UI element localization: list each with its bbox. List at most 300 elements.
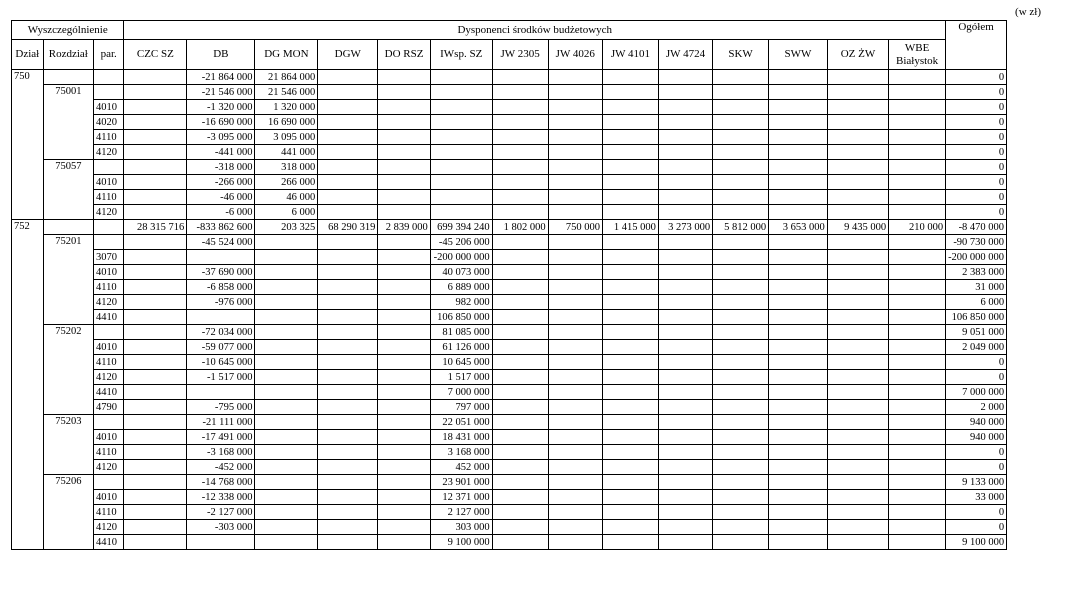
cell-rozdzial	[43, 310, 93, 325]
cell-dzial	[12, 265, 44, 280]
cell-value: -45 206 000	[430, 235, 492, 250]
cell-value	[827, 265, 888, 280]
cell-total: 2 000	[946, 400, 1007, 415]
cell-value	[658, 520, 712, 535]
cell-value: 750 000	[548, 220, 602, 235]
table-row	[12, 100, 1071, 115]
cell-value: -795 000	[187, 400, 255, 415]
cell-value: -72 034 000	[187, 325, 255, 340]
cell-value	[255, 430, 318, 445]
cell-dzial	[12, 535, 44, 550]
cell-value	[889, 280, 946, 295]
cell-value	[378, 475, 430, 490]
cell-value	[255, 295, 318, 310]
cell-value	[889, 385, 946, 400]
cell-value	[124, 160, 187, 175]
cell-value	[378, 70, 430, 85]
cell-dzial	[12, 310, 44, 325]
cell-value	[548, 160, 602, 175]
cell-value	[713, 265, 769, 280]
cell-total: 0	[946, 505, 1007, 520]
cell-value	[548, 235, 602, 250]
cell-value	[827, 430, 888, 445]
cell-value	[318, 175, 378, 190]
cell-value	[492, 250, 548, 265]
cell-value	[548, 280, 602, 295]
table-row	[12, 220, 1071, 235]
cell-value	[827, 355, 888, 370]
cell-value: 9 435 000	[827, 220, 888, 235]
cell-value: 61 126 000	[430, 340, 492, 355]
cell-value: 6 889 000	[430, 280, 492, 295]
cell-dzial	[12, 400, 44, 415]
cell-value: -3 168 000	[187, 445, 255, 460]
cell-value	[602, 190, 658, 205]
cell-value	[378, 115, 430, 130]
cell-value	[124, 325, 187, 340]
table-row	[12, 205, 1071, 220]
cell-value	[548, 460, 602, 475]
cell-value	[255, 460, 318, 475]
cell-value	[602, 400, 658, 415]
cell-value	[713, 355, 769, 370]
cell-value: -452 000	[187, 460, 255, 475]
cell-par: 4120	[93, 295, 123, 310]
cell-value	[889, 430, 946, 445]
cell-value	[124, 340, 187, 355]
cell-value	[378, 520, 430, 535]
table-row	[12, 85, 1071, 100]
cell-value	[187, 385, 255, 400]
cell-dzial	[12, 190, 44, 205]
table-row	[12, 145, 1071, 160]
cell-value	[548, 505, 602, 520]
cell-rozdzial	[43, 445, 93, 460]
cell-value: 28 315 716	[124, 220, 187, 235]
cell-total: 0	[946, 355, 1007, 370]
table-row	[12, 190, 1071, 205]
cell-value: -12 338 000	[187, 490, 255, 505]
cell-value	[378, 205, 430, 220]
cell-rozdzial	[43, 385, 93, 400]
cell-dzial	[12, 85, 44, 100]
cell-rozdzial	[43, 100, 93, 115]
cell-value	[827, 295, 888, 310]
cell-value	[318, 205, 378, 220]
cell-value	[602, 520, 658, 535]
cell-value	[602, 340, 658, 355]
cell-value	[827, 145, 888, 160]
cell-value	[124, 130, 187, 145]
cell-value	[827, 475, 888, 490]
cell-dzial	[12, 475, 44, 490]
cell-value	[430, 70, 492, 85]
cell-value	[769, 250, 828, 265]
cell-value: 21 864 000	[255, 70, 318, 85]
cell-value	[378, 490, 430, 505]
header-rozdzial: Rozdział	[43, 40, 93, 70]
cell-value	[827, 280, 888, 295]
cell-value: -6 000	[187, 205, 255, 220]
cell-value	[492, 520, 548, 535]
cell-value	[827, 370, 888, 385]
cell-value	[255, 535, 318, 550]
cell-total: 0	[946, 460, 1007, 475]
cell-value: 441 000	[255, 145, 318, 160]
cell-value	[658, 130, 712, 145]
cell-value	[492, 355, 548, 370]
table-row	[12, 535, 1071, 550]
cell-value: 10 645 000	[430, 355, 492, 370]
cell-value	[713, 70, 769, 85]
cell-value	[492, 115, 548, 130]
cell-value	[318, 385, 378, 400]
cell-value	[124, 280, 187, 295]
cell-total: 0	[946, 160, 1007, 175]
cell-value	[602, 205, 658, 220]
cell-value: -37 690 000	[187, 265, 255, 280]
header-disponent: OZ ŻW	[827, 40, 888, 70]
cell-value	[602, 355, 658, 370]
cell-par	[93, 325, 123, 340]
cell-value	[889, 340, 946, 355]
header-total: Ogółem	[946, 21, 1007, 70]
cell-value	[255, 385, 318, 400]
table-row	[12, 295, 1071, 310]
cell-value	[548, 385, 602, 400]
cell-value	[769, 265, 828, 280]
cell-value	[318, 85, 378, 100]
header-disponent: WBE Białystok	[889, 40, 946, 70]
cell-value	[318, 475, 378, 490]
cell-value	[827, 100, 888, 115]
cell-par: 4120	[93, 205, 123, 220]
cell-value	[124, 520, 187, 535]
cell-par: 4010	[93, 175, 123, 190]
cell-dzial	[12, 205, 44, 220]
cell-total: 9 051 000	[946, 325, 1007, 340]
cell-value	[124, 460, 187, 475]
cell-value	[602, 490, 658, 505]
cell-total: 9 100 000	[946, 535, 1007, 550]
cell-dzial	[12, 100, 44, 115]
cell-value	[124, 250, 187, 265]
cell-rozdzial	[43, 190, 93, 205]
table-row	[12, 400, 1071, 415]
cell-value	[889, 160, 946, 175]
cell-value	[492, 430, 548, 445]
cell-value	[187, 310, 255, 325]
cell-value	[124, 445, 187, 460]
cell-value	[124, 235, 187, 250]
cell-value	[124, 295, 187, 310]
cell-value	[124, 85, 187, 100]
cell-value	[124, 205, 187, 220]
cell-value	[492, 475, 548, 490]
table-row	[12, 70, 1071, 85]
table-row	[12, 250, 1071, 265]
cell-value	[827, 190, 888, 205]
cell-value	[769, 175, 828, 190]
cell-value: -976 000	[187, 295, 255, 310]
cell-value	[889, 205, 946, 220]
cell-value: 6 000	[255, 205, 318, 220]
cell-value	[713, 160, 769, 175]
cell-value: 7 000 000	[430, 385, 492, 400]
cell-value	[602, 430, 658, 445]
cell-value	[658, 340, 712, 355]
cell-rozdzial	[43, 490, 93, 505]
cell-value	[769, 160, 828, 175]
cell-value	[658, 175, 712, 190]
cell-value	[658, 490, 712, 505]
cell-value	[827, 250, 888, 265]
cell-value	[492, 205, 548, 220]
cell-par: 4110	[93, 505, 123, 520]
table-row	[12, 115, 1071, 130]
table-body	[12, 70, 1071, 550]
cell-value	[124, 505, 187, 520]
cell-value: -21 864 000	[187, 70, 255, 85]
cell-par: 4110	[93, 130, 123, 145]
cell-par	[93, 70, 123, 85]
cell-value	[124, 310, 187, 325]
cell-value	[548, 250, 602, 265]
cell-rozdzial	[43, 250, 93, 265]
cell-value: 23 901 000	[430, 475, 492, 490]
table-row	[12, 370, 1071, 385]
cell-value	[492, 340, 548, 355]
cell-value	[713, 340, 769, 355]
cell-par: 4010	[93, 340, 123, 355]
cell-value: 3 095 000	[255, 130, 318, 145]
cell-value	[492, 505, 548, 520]
cell-value	[255, 325, 318, 340]
cell-rozdzial	[43, 400, 93, 415]
cell-value	[658, 430, 712, 445]
cell-value	[713, 310, 769, 325]
cell-rozdzial	[43, 130, 93, 145]
cell-value	[255, 340, 318, 355]
cell-value	[124, 400, 187, 415]
cell-value	[827, 535, 888, 550]
cell-value	[318, 160, 378, 175]
cell-dzial	[12, 280, 44, 295]
cell-value	[769, 280, 828, 295]
cell-value	[769, 490, 828, 505]
cell-value	[769, 520, 828, 535]
cell-value	[430, 160, 492, 175]
cell-rozdzial	[43, 115, 93, 130]
cell-value	[548, 130, 602, 145]
cell-value	[827, 130, 888, 145]
cell-rozdzial	[43, 205, 93, 220]
cell-value	[378, 460, 430, 475]
cell-value	[769, 325, 828, 340]
cell-par: 4010	[93, 430, 123, 445]
header-group-middle: Dysponenci środków budżetowych	[124, 21, 946, 40]
cell-value	[492, 130, 548, 145]
cell-rozdzial	[43, 340, 93, 355]
cell-value	[378, 265, 430, 280]
cell-value	[713, 85, 769, 100]
cell-value	[492, 190, 548, 205]
cell-value	[318, 145, 378, 160]
cell-value	[378, 370, 430, 385]
header-group-left: Wyszczególnienie	[12, 21, 124, 40]
cell-value: 3 653 000	[769, 220, 828, 235]
cell-value	[492, 145, 548, 160]
cell-value	[602, 265, 658, 280]
table-row	[12, 445, 1071, 460]
cell-value: 9 100 000	[430, 535, 492, 550]
cell-value	[713, 415, 769, 430]
header-disponent: JW 4724	[658, 40, 712, 70]
cell-value	[602, 310, 658, 325]
cell-value	[318, 505, 378, 520]
cell-value: 5 812 000	[713, 220, 769, 235]
cell-rozdzial: 75001	[43, 85, 93, 100]
cell-value	[378, 145, 430, 160]
cell-value	[827, 505, 888, 520]
cell-value	[492, 160, 548, 175]
cell-dzial	[12, 340, 44, 355]
cell-value	[658, 160, 712, 175]
cell-value	[430, 85, 492, 100]
cell-value	[658, 415, 712, 430]
cell-value	[827, 85, 888, 100]
cell-value: -14 768 000	[187, 475, 255, 490]
table-row	[12, 355, 1071, 370]
cell-value	[378, 445, 430, 460]
cell-dzial	[12, 415, 44, 430]
cell-value	[658, 310, 712, 325]
cell-value	[713, 115, 769, 130]
cell-value	[430, 130, 492, 145]
cell-value	[889, 520, 946, 535]
table-row	[12, 160, 1071, 175]
cell-value: 12 371 000	[430, 490, 492, 505]
cell-value	[318, 535, 378, 550]
cell-rozdzial	[43, 505, 93, 520]
cell-value: -17 491 000	[187, 430, 255, 445]
cell-value	[492, 460, 548, 475]
cell-value	[713, 460, 769, 475]
cell-value	[769, 370, 828, 385]
table-row	[12, 505, 1071, 520]
cell-value	[889, 85, 946, 100]
cell-total: 2 383 000	[946, 265, 1007, 280]
cell-value	[492, 490, 548, 505]
cell-value	[548, 175, 602, 190]
cell-value: -10 645 000	[187, 355, 255, 370]
cell-value	[658, 100, 712, 115]
cell-value: -318 000	[187, 160, 255, 175]
cell-par	[93, 475, 123, 490]
cell-value	[827, 340, 888, 355]
cell-value: -2 127 000	[187, 505, 255, 520]
cell-value	[658, 145, 712, 160]
cell-value: 3 168 000	[430, 445, 492, 460]
cell-par: 4120	[93, 145, 123, 160]
cell-value	[548, 265, 602, 280]
cell-value	[658, 190, 712, 205]
cell-value	[318, 430, 378, 445]
cell-value	[889, 490, 946, 505]
cell-dzial	[12, 445, 44, 460]
cell-value	[430, 190, 492, 205]
cell-value	[318, 280, 378, 295]
cell-value	[255, 310, 318, 325]
table-row	[12, 280, 1071, 295]
cell-value	[378, 280, 430, 295]
cell-value	[255, 265, 318, 280]
cell-value: -6 858 000	[187, 280, 255, 295]
header-row-groups	[12, 21, 1071, 40]
cell-value	[548, 145, 602, 160]
cell-value	[713, 145, 769, 160]
cell-value: 1 320 000	[255, 100, 318, 115]
header-disponent: DB	[187, 40, 255, 70]
cell-value	[602, 385, 658, 400]
cell-value	[548, 430, 602, 445]
cell-rozdzial: 75202	[43, 325, 93, 340]
cell-rozdzial	[43, 535, 93, 550]
cell-value	[713, 295, 769, 310]
cell-value	[602, 325, 658, 340]
cell-dzial	[12, 355, 44, 370]
table-row	[12, 475, 1071, 490]
cell-value	[378, 250, 430, 265]
header-disponent: SWW	[769, 40, 828, 70]
cell-total: 7 000 000	[946, 385, 1007, 400]
header-disponent: CZC SZ	[124, 40, 187, 70]
cell-value	[492, 370, 548, 385]
cell-value	[318, 355, 378, 370]
cell-value	[602, 535, 658, 550]
cell-value	[602, 475, 658, 490]
cell-value	[548, 415, 602, 430]
header-disponent: DO RSZ	[378, 40, 430, 70]
cell-value	[713, 250, 769, 265]
cell-value	[548, 310, 602, 325]
cell-value	[255, 415, 318, 430]
cell-value	[658, 445, 712, 460]
cell-dzial	[12, 130, 44, 145]
cell-value	[658, 505, 712, 520]
cell-value	[769, 460, 828, 475]
cell-value	[378, 130, 430, 145]
cell-value	[492, 310, 548, 325]
cell-value	[713, 205, 769, 220]
cell-value	[827, 400, 888, 415]
cell-value	[492, 385, 548, 400]
cell-value	[318, 115, 378, 130]
cell-par: 4410	[93, 310, 123, 325]
cell-value: 2 839 000	[378, 220, 430, 235]
cell-value	[548, 85, 602, 100]
header-disponent: JW 2305	[492, 40, 548, 70]
cell-value: -59 077 000	[187, 340, 255, 355]
cell-value	[548, 295, 602, 310]
cell-par	[93, 85, 123, 100]
cell-value	[548, 535, 602, 550]
cell-value	[602, 295, 658, 310]
cell-value	[769, 340, 828, 355]
cell-value	[713, 430, 769, 445]
cell-total: 0	[946, 445, 1007, 460]
cell-dzial	[12, 370, 44, 385]
